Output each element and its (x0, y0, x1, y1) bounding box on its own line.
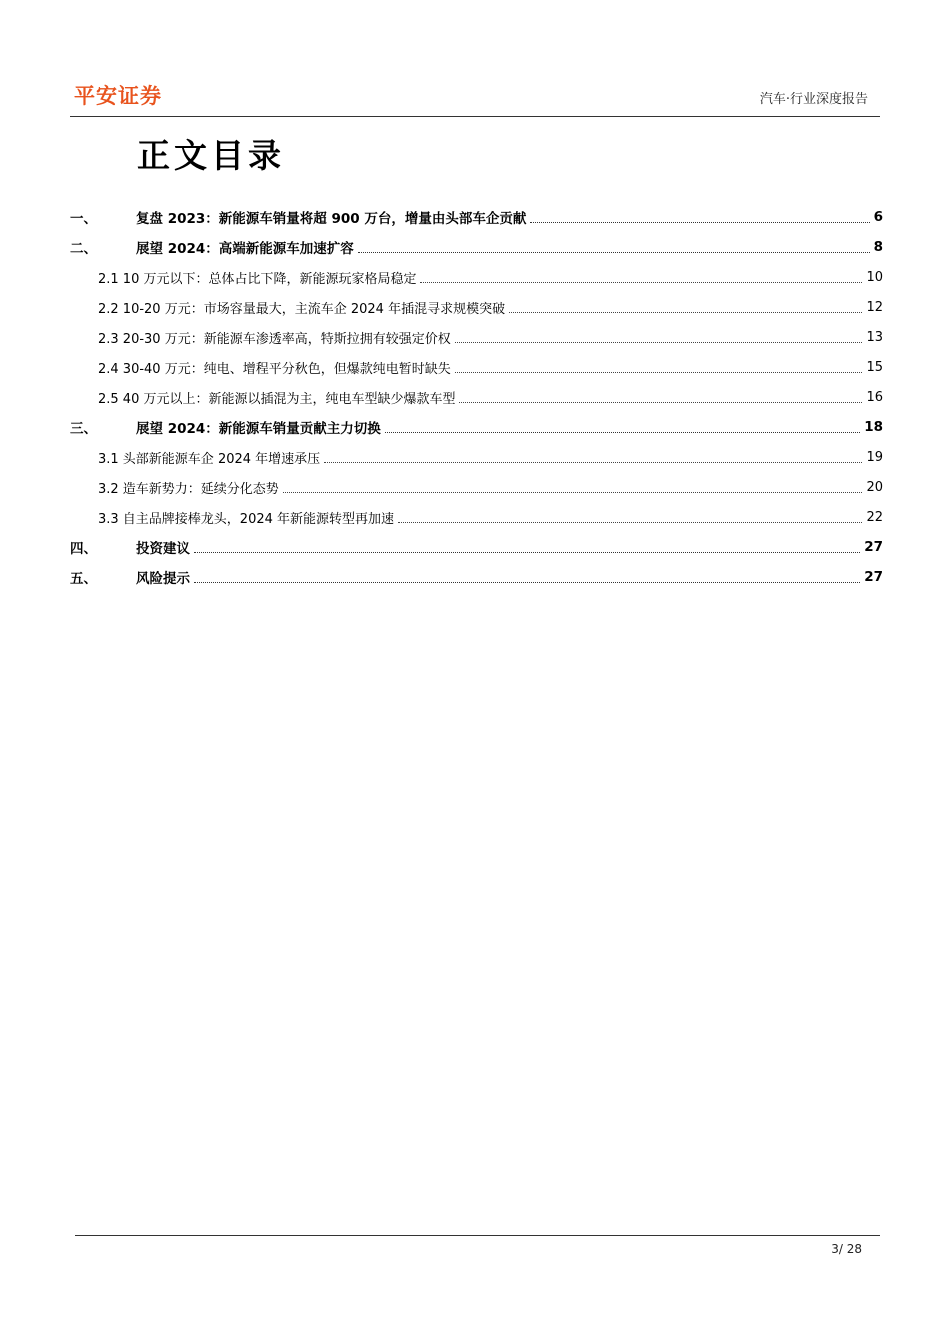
toc-entry-page: 27 (864, 569, 883, 585)
toc-entry-title: 投资建议 (136, 541, 190, 557)
toc-dot-leader (455, 372, 863, 373)
toc-dot-leader (420, 282, 862, 283)
toc-entry[interactable] (70, 442, 883, 472)
toc-dot-leader (194, 582, 860, 583)
toc-entry-title: 2.2 10-20 万元：市场容量最大，主流车企 2024 年插混寻求规模突破 (98, 301, 506, 317)
brand-logo: 平安证券 (74, 84, 162, 108)
toc-entry[interactable] (70, 262, 883, 292)
toc-entry[interactable] (70, 202, 883, 232)
toc-entry-title: 3.1 头部新能源车企 2024 年增速承压 (98, 451, 321, 467)
toc-entry-number: 三、 (70, 421, 97, 437)
toc-dot-leader (283, 492, 863, 493)
toc-dot-leader (509, 312, 862, 313)
toc-entry-title: 2.5 40 万元以上：新能源以插混为主，纯电车型缺少爆款车型 (98, 391, 456, 407)
toc-entry-page: 6 (873, 209, 883, 225)
toc-entry-title: 3.3 自主品牌接棒龙头，2024 年新能源转型再加速 (98, 511, 395, 527)
toc-entry[interactable] (70, 472, 883, 502)
toc-dot-leader (459, 402, 862, 403)
toc-entry-page: 8 (873, 239, 883, 255)
toc-entry-page: 20 (866, 479, 883, 495)
toc-entry-title: 2.4 30-40 万元：纯电、增程平分秋色，但爆款纯电暂时缺失 (98, 361, 451, 377)
toc-entry[interactable] (70, 502, 883, 532)
toc-entry-title: 3.2 造车新势力：延续分化态势 (98, 481, 279, 497)
toc-entry-page: 15 (866, 359, 883, 375)
footer-divider (75, 1235, 880, 1236)
toc-entry-page: 10 (866, 269, 883, 285)
toc-entry[interactable] (70, 562, 883, 592)
toc-entry-page: 22 (866, 509, 883, 525)
toc-entry[interactable] (70, 292, 883, 322)
header-divider (70, 116, 880, 117)
toc-entry-number: 二、 (70, 241, 97, 257)
toc-entry-page: 19 (866, 449, 883, 465)
toc-entry-title: 展望 2024：新能源车销量贡献主力切换 (136, 421, 381, 437)
toc-dot-leader (324, 462, 862, 463)
toc-entry-title: 2.1 10 万元以下：总体占比下降，新能源玩家格局稳定 (98, 271, 417, 287)
toc-dot-leader (194, 552, 860, 553)
toc-entry-page: 12 (866, 299, 883, 315)
toc-dot-leader (358, 252, 870, 253)
toc-entry[interactable] (70, 532, 883, 562)
toc-entry-page: 16 (866, 389, 883, 405)
toc-entry-title: 展望 2024：高端新能源车加速扩容 (136, 241, 354, 257)
toc-entry-page: 18 (864, 419, 883, 435)
toc-entry-number: 一、 (70, 211, 97, 227)
toc-entry[interactable] (70, 412, 883, 442)
toc-dot-leader (398, 522, 862, 523)
toc-entry[interactable] (70, 352, 883, 382)
toc-entry-number: 五、 (70, 571, 97, 587)
toc-entry-page: 27 (864, 539, 883, 555)
toc-entry-title: 2.3 20-30 万元：新能源车渗透率高，特斯拉拥有较强定价权 (98, 331, 451, 347)
toc-dot-leader (455, 342, 863, 343)
page-number: 3/ 28 (831, 1242, 862, 1256)
toc-dot-leader (385, 432, 860, 433)
toc-dot-leader (530, 222, 869, 223)
report-type: 汽车·行业深度报告 (759, 92, 868, 107)
toc-entry-page: 13 (866, 329, 883, 345)
toc-title: 正文目录 (137, 136, 285, 175)
table-of-contents (70, 202, 883, 592)
toc-entry[interactable] (70, 322, 883, 352)
toc-entry-title: 风险提示 (136, 571, 190, 587)
toc-entry[interactable] (70, 382, 883, 412)
toc-entry-title: 复盘 2023：新能源车销量将超 900 万台，增量由头部车企贡献 (136, 211, 527, 227)
toc-entry[interactable] (70, 232, 883, 262)
toc-entry-number: 四、 (70, 541, 97, 557)
